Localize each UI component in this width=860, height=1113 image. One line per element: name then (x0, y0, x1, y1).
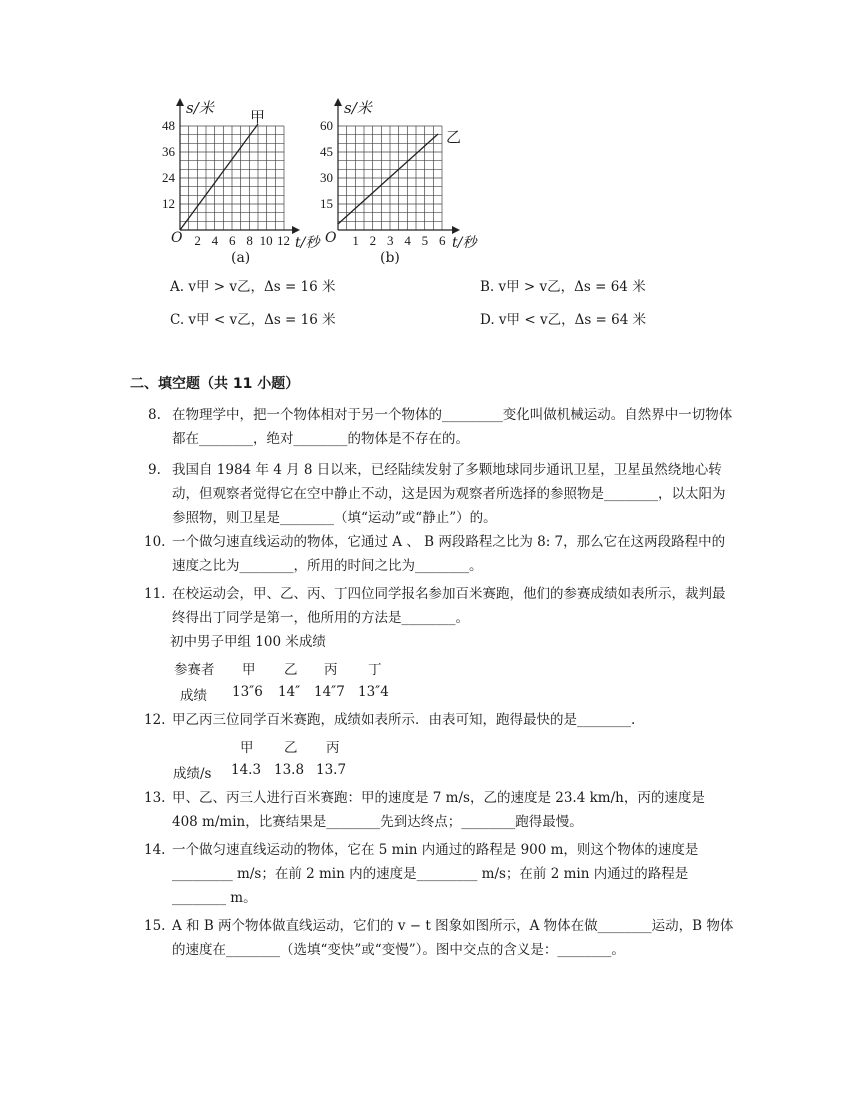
x-tick-label: 12 (277, 233, 290, 248)
option-b: B. v甲 > v乙，Δs = 64 米 (480, 279, 646, 295)
q12-values-row (173, 762, 347, 782)
option-a: A. v甲 > v乙，Δs = 16 米 (170, 279, 336, 295)
x-tick-label: 8 (246, 233, 253, 248)
graph-b-line-label: 乙 (446, 128, 462, 146)
question-8 (148, 403, 738, 451)
question-text: 一个做匀速直线运动的物体，它通过 A 、 B 两段路程之比为 8: 7，那么它在这两段路程中的速度之比为________，所用的时间之比为________。 (172, 534, 726, 574)
table-cell: 丙 (324, 662, 338, 678)
graph-b-ylabel: s/米 (344, 99, 372, 117)
question-text: 甲、乙、丙三人进行百米赛跑：甲的速度是 7 m/s，乙的速度是 23.4 km/h，丙的速度是 408 m/min，比赛结果是________先到达终点；________跑得最慢。 (172, 790, 705, 830)
question-text: A 和 B 两个物体做直线运动，它们的 v − t 图象如图所示，A 物体在做________运动，B 物体的速度在________（选填“变快”或“变慢”）。图中交点的含义是：________。 (172, 918, 734, 958)
graph-b-xlabel: t/秒 (452, 235, 477, 251)
option-c: C. v甲 < v乙，Δs = 16 米 (170, 312, 336, 328)
question-number: 8. (148, 407, 161, 423)
question-14 (144, 838, 734, 910)
y-tick-label: 15 (320, 196, 333, 211)
x-tick-label: 6 (229, 233, 236, 248)
table-cell: 甲 (242, 662, 256, 678)
x-tick-label: 5 (421, 233, 429, 248)
graph-b-origin: O (325, 230, 337, 246)
table-cell: 丁 (368, 662, 382, 678)
table-cell: 乙 (284, 662, 298, 678)
x-tick-label: 6 (439, 233, 446, 248)
question-text: 我国自 1984 年 4 月 8 日以来，已经陆续发射了多颗地球同步通讯卫星，卫星虽然绕地心转动，但观察者觉得它在空中静止不动，这是因为观察者所选择的参照物是________，以太阳为参照物，则卫星是________（填“运动”或“静止”）的。 (172, 462, 726, 526)
question-number: 12. (144, 712, 166, 728)
question-10 (144, 530, 734, 578)
question-15 (144, 914, 734, 962)
table-cell: 乙 (284, 740, 298, 756)
graph-a-xlabel: t/秒 (295, 235, 320, 251)
question-13 (144, 786, 734, 834)
question-12 (144, 708, 734, 732)
q11-row-participants (174, 658, 382, 678)
graph-a-caption: (a) (231, 250, 251, 266)
table-cell: 成绩/s (173, 766, 212, 782)
option-d: D. v甲 < v乙，Δs = 64 米 (480, 312, 647, 328)
table-cell: 13″6 (232, 684, 263, 700)
question-11 (144, 582, 734, 630)
table-cell: 14.3 (231, 762, 262, 778)
x-tick-label: 2 (194, 233, 201, 248)
table-cell: 成绩 (180, 688, 207, 704)
table-cell: 13.7 (316, 762, 347, 778)
question-number: 9. (148, 462, 161, 478)
question-number: 11. (144, 586, 166, 602)
y-tick-label: 60 (320, 118, 333, 133)
section-title: 二、填空题（共 11 小题） (130, 376, 300, 392)
x-tick-label: 3 (387, 233, 394, 248)
y-tick-label: 45 (320, 144, 333, 159)
graph-b-caption: (b) (380, 250, 400, 266)
y-tick-label: 36 (162, 144, 175, 159)
x-tick-label: 1 (352, 233, 359, 248)
y-tick-label: 12 (162, 196, 175, 211)
question-number: 13. (144, 790, 166, 806)
x-tick-label: 10 (259, 233, 273, 248)
x-tick-label: 2 (369, 233, 377, 248)
question-number: 10. (144, 534, 166, 550)
question-number: 15. (144, 918, 166, 934)
graph-a-origin: O (171, 230, 183, 246)
question-text: 在物理学中，把一个物体相对于另一个物体的_________变化叫做机械运动。自然界中一切物体都在________，绝对________的物体是不存在的。 (172, 407, 733, 447)
table-cell: 丙 (326, 740, 340, 756)
x-tick-label: 4 (211, 233, 219, 248)
graph-a-ylabel: s/米 (186, 99, 214, 117)
question-number: 14. (144, 842, 166, 858)
graph-a-line-label: 甲 (250, 108, 266, 126)
table-cell: 13.8 (274, 762, 305, 778)
graph-a (160, 96, 310, 271)
table-cell: 参赛者 (174, 662, 215, 678)
question-text: 一个做匀速直线运动的物体，它在 5 min 内通过的路程是 900 m，则这个物体的速度是_________ m/s；在前 2 min 内的速度是_________ m/s；在前 2 min 内通过的路程是________ m。 (172, 842, 699, 906)
question-text: 甲乙丙三位同学百米赛跑，成绩如表所示．由表可知，跑得最快的是________. (172, 712, 636, 728)
question-text: 在校运动会，甲、乙、丙、丁四位同学报名参加百米赛跑，他们的参赛成绩如表所示，裁判最终得出丁同学是第一，他所用的方法是________。 (172, 586, 726, 626)
table-cell: 14″7 (314, 684, 345, 700)
x-tick-label: 4 (404, 233, 411, 248)
y-tick-label: 48 (162, 118, 175, 133)
y-tick-label: 30 (320, 170, 333, 185)
table-cell: 14″ (278, 684, 301, 700)
y-tick-label: 24 (162, 170, 175, 185)
table-cell: 13″4 (358, 684, 389, 700)
q11-row-scores (180, 684, 389, 704)
q11-table-title: 初中男子甲组 100 米成绩 (170, 634, 326, 650)
q12-header-row (240, 736, 340, 756)
table-cell: 甲 (240, 740, 254, 756)
question-9 (148, 458, 738, 530)
